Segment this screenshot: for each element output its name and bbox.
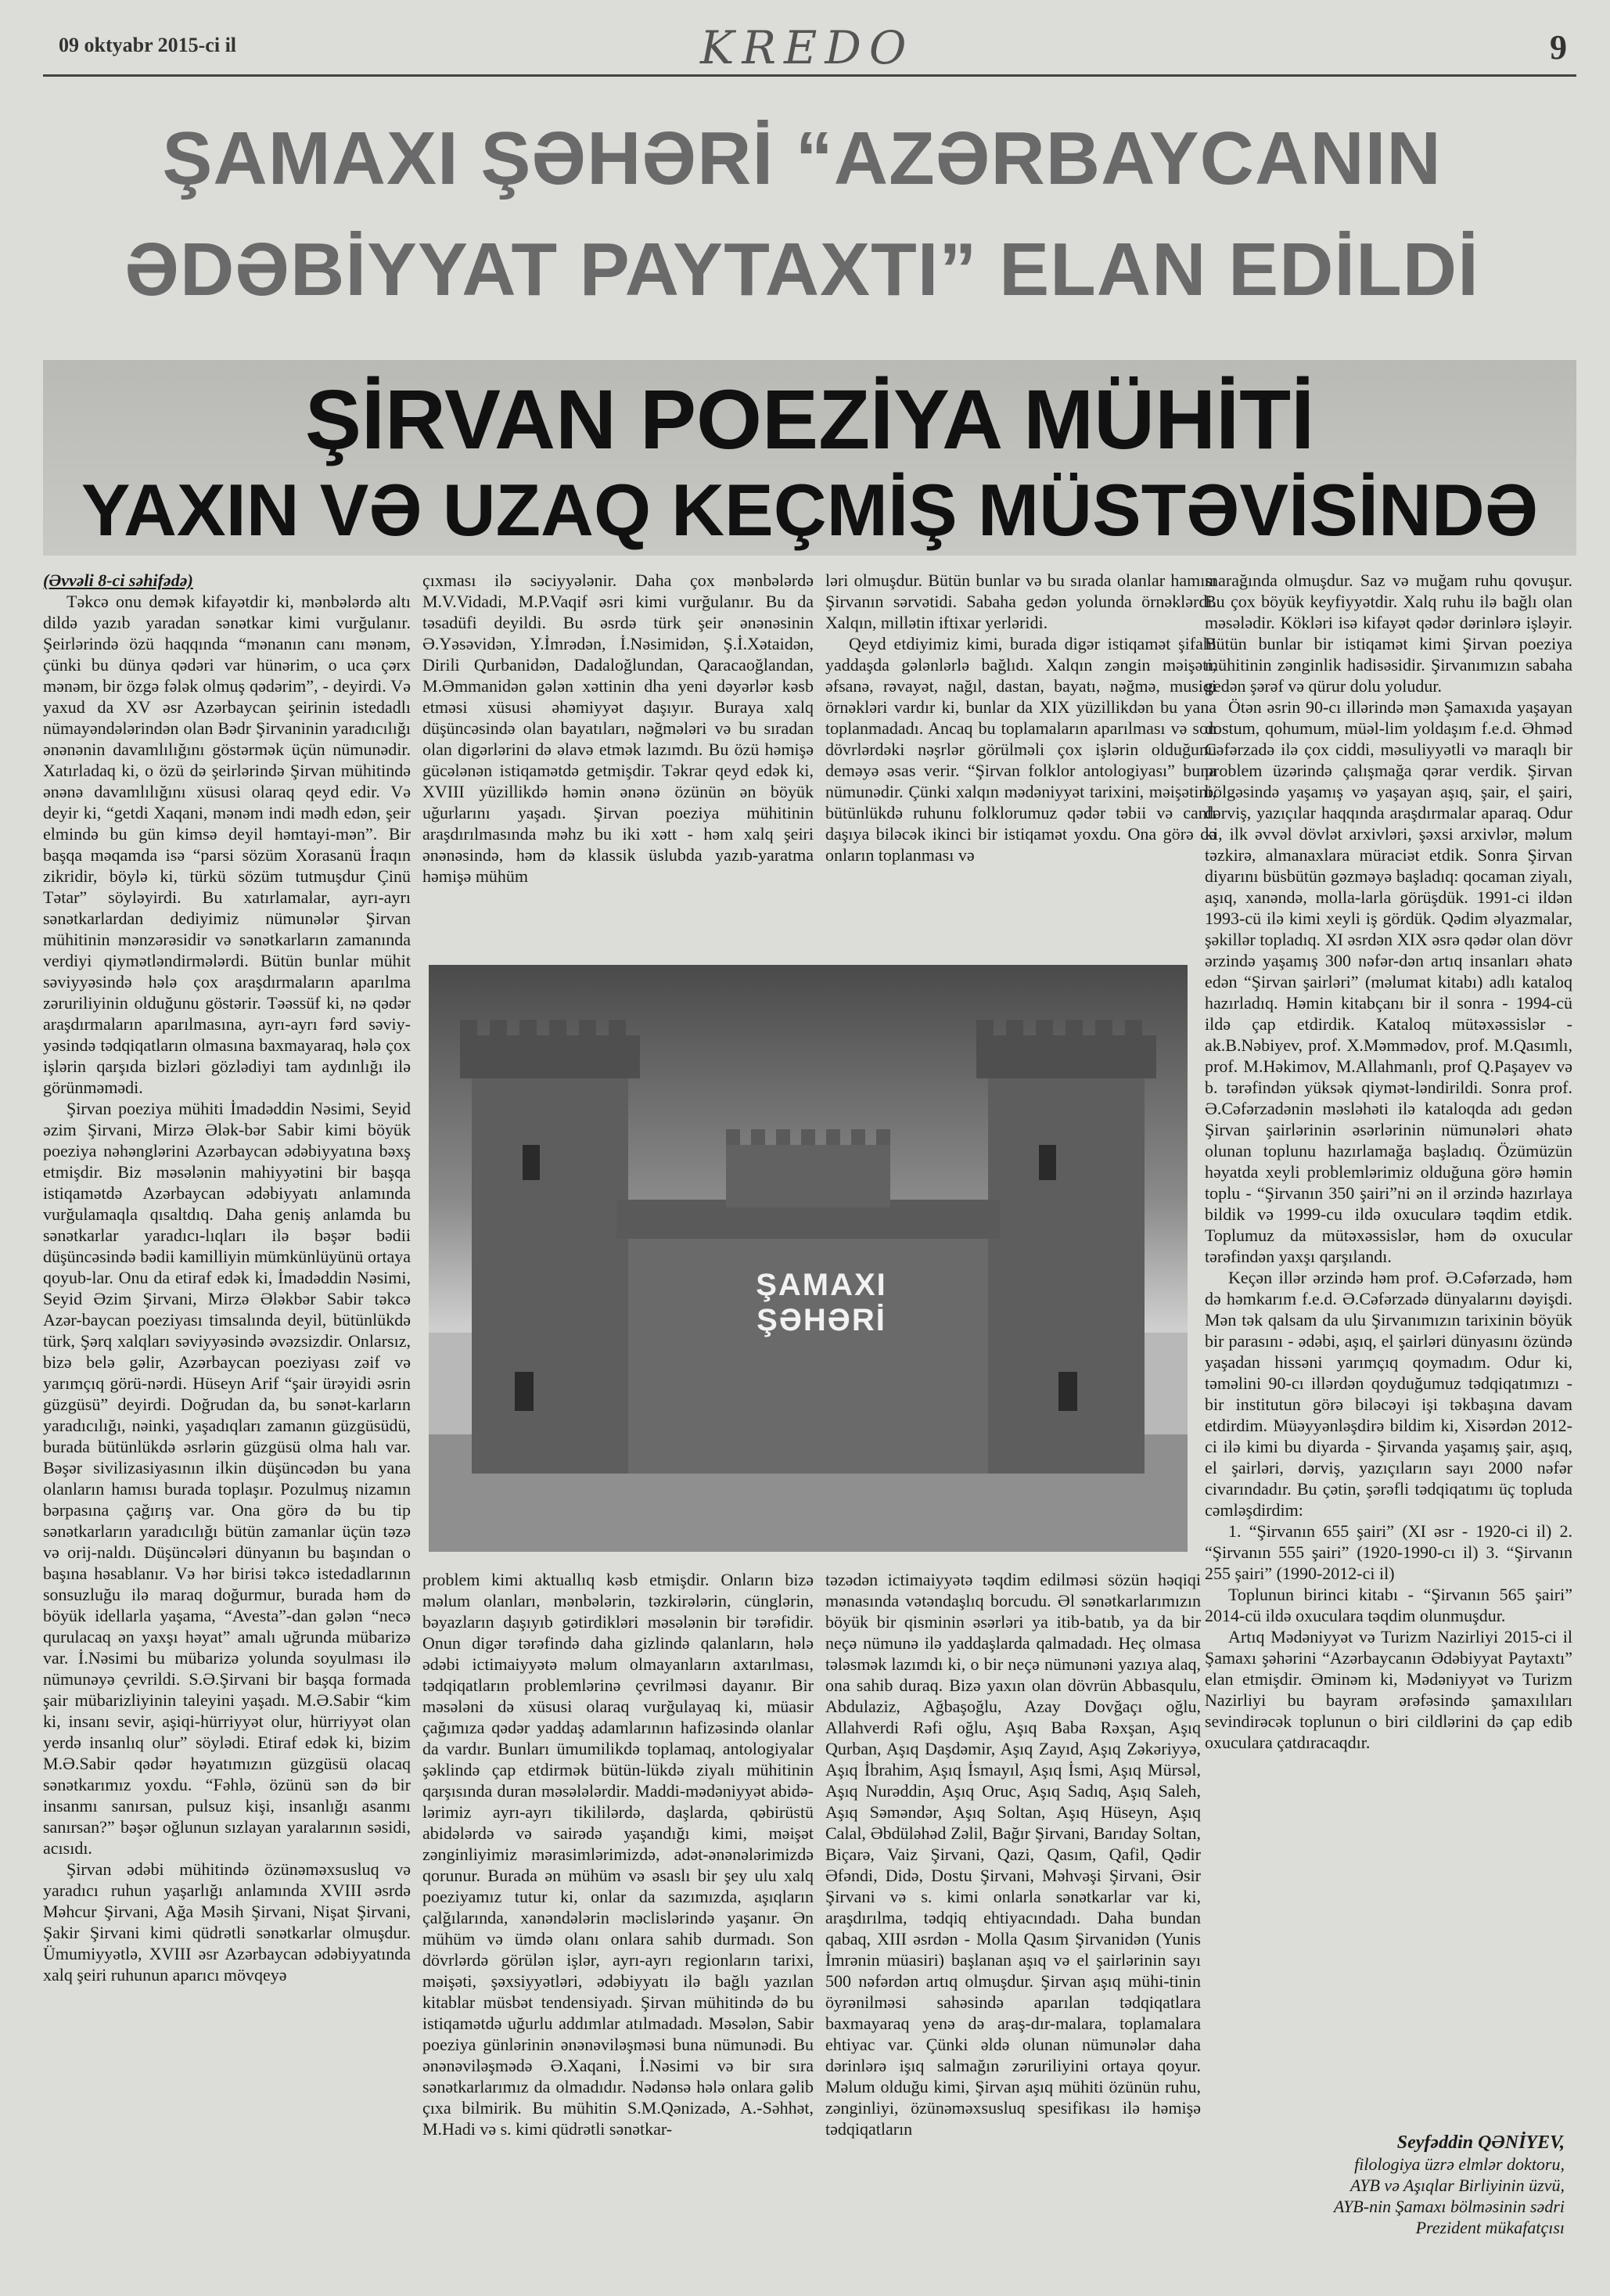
subheadline-line-1: ŞİRVAN POEZİYA MÜHİTİ — [304, 372, 1315, 466]
page-header — [43, 20, 1576, 77]
photo-caption-sign: ŞAMAXI ŞƏHƏRİ — [756, 1268, 887, 1337]
paragraph: Keçən illər ərzində həm prof. Ə.Cəfərzadə, həm də həmkarım f.e.d. Ə.Cəfərzadə dünyalarını dəyişdi. Mən tək qalsam da ulu Şirvanımızın tarixinin böyük bir parasını - ədəbi, aşıq, el şairləri dünyasını özündə yaşadan hissəni yarımçıq qoymadım. Odur ki, təməlini 90-cı illərdən qoyduğumuz tədqiqatımızı - bir institutun görə biləcəyi işi təkbaşına davam etdirdim. Müəyyənləşdirə bildim ki, Xisərdən 2012-ci ilə kimi bu diyarda - Şirvanda yaşamış şair, aşıq, el şairləri, dərviş, yazıçıların sayı 2000 nəfər civarındadır. Bu çətin, şərəfli tədqiqatımı üç topluda cəmləşdirdim: — [1205, 1268, 1572, 1520]
paragraph: Təkcə onu demək kifayətdir ki, mənbələrdə altı dildə yazıb yaradan sənətkar kimi vurğulanır. Şeirlərində özü haqqında “mənanın canı mənəm, çünki bu dünya qədəri var hünərim, o uca çərx mənəm, bir özgə fələk olmuş qədərim”, - deyirdi. Və yaxud da XV əsr Azərbaycan şeirinin istedadlı nümayəndələrindən olan Bədr Şirvaninin yaradıcılığı ənənənin davamlılığını göstərmək üçün nümunədir. Xatırladaq ki, o özü də şeirlərində Şirvan mühitində ənənə davamlılığını xüsusi olaraq qeyd edir. Və deyir ki, “getdi Xaqani, mənəm indi mədh edən, şeir elmində bu gün kimsə deyil həmtayi-mən”. Bir başqa məqamda isə “parsi sözüm Xorasanü İraqın zikridir, böylə ki, türkü sözüm tutmuşdur Çinü Tətar” söyləyirdi. Bu xatırlamalar, ayrı-ayrı sənətkarlardan dediyimiz nümunələr Şirvan mühitinin mənzərəsidir və sənətkarların zamanında verdiyi qiymətləndirmələrdi. Bütün bunlar mühit səviyyəsində hələ çox araşdırmaların aparılma zəruriliyinin olduğunu göstərir. Təəssüf ki, nə qədər araşdırmaların aparılmasına, ayrı-ayrı fərd səviy-yəsində tədqiqatların olmasına baxmayaraq, hələ çox işlərin qarşıda bizləri gözlədiyi tam aydınlığı ilə görünməmədi. — [43, 592, 411, 1097]
article-column-3-top — [825, 570, 1216, 953]
author-title: Prezident mükafatçısı — [1415, 2218, 1565, 2237]
paragraph: marağında olmuşdur. Saz və muğam ruhu qovuşur. Bu çox böyük keyfiyyətdir. Xalq ruhu ilə bağlı olan məsələdir. Kökləri isə kifayət qədər dərinlərə işləyir. Bütün bunlar bir istiqamət kimi Şirvan poeziya mühitinin zənginlik hadisəsidir. Şirvanımızın sabaha gedən şərəf və qürur dolu yoludur. — [1205, 570, 1572, 696]
author-title: filologiya üzrə elmlər doktoru, — [1354, 2154, 1565, 2174]
paragraph: Toplunun birinci kitabı - “Şirvanın 565 şairi” 2014-cü ildə oxuculara təqdim olunmuşdur. — [1205, 1585, 1572, 1625]
paragraph: Ötən əsrin 90-cı illərində mən Şamaxıda yaşayan dostum, qohumum, müəl-lim yoldaşım f.e.d. Əhməd Cəfərzadə ilə çox ciddi, məsuliyyətli və maraqlı bir problem üzərində çalışmağa qərar verdik. Şirvan bölgəsində yaşamış və yaşayan aşıq, şair, el şairi, dərviş, yazıçılar haqqında araşdırmalar aparaq. Odur ki, ilk əvvəl dövlət arxivləri, şəxsi arxivlər, məlum təzkirə, almanaxlara müraciət etdik. Sonra Şirvan diyarını büsbütün gəzməyə başladıq: qocaman ziyalı, aşıq, xanəndə, molla-larla görüşdük. 1991-ci ildən 1993-cü ilə kimi xeyli iş gördük. Qədim əlyazmalar, şəkillər topladıq. XI əsrdən XIX əsrə qədər olan dövr ərzində yaşamış 300 nəfər-dən artıq insanları əhatə edən “Şirvan şairləri” (məlumat kitabı) adlı kataloq hazırladıq. Həmin kitabçanı bir il sonra - 1994-cü ildə çap etdirdik. Kataloq mütəxəssislər - ak.B.Nəbiyev, prof. X.Məmmədov, prof. M.Qasımlı, prof. M.Həkimov, M.Allahmanlı, prof Q.Paşayev və b. tərəfindən yüksək qiymət-ləndirildi. Sonra prof. Ə.Cəfərzadənin məsləhəti ilə kataloqda adı gedən Şirvan şairlərinin əsərlərinin nümunələri əhatə olunan toplunu hazırlamağa başladıq. Özümüzün həyatda xeyli problemlərimiz olduğuna görə həmin toplu - “Şirvanın 350 şairi”ni ən il ərzində hazırlaya bildik və 1999-cu ildə oxucularə təqdim etdik. Toplumuz da mütəxəssislər, həm də oxucular tərəfindən yaxşı qarşılandı. — [1205, 697, 1572, 1266]
page-number: 9 — [1550, 28, 1567, 67]
newspaper-brand: KREDO — [700, 21, 915, 74]
paragraph: Şirvan ədəbi mühitində özünəməxsusluq və yaradıcı ruhun yaşarlığı anlamında XVIII əsrdə Məhcur Şirvani, Ağa Məsih Şirvani, Nişat Şirvani, Şakir Şirvani kimi qüdrətli sənətkarlar olmuşdur. Ümumiyyətlə, XVIII əsr Azərbaycan ədəbiyyatında xalq şeiri ruhunun aparıcı mövqeyə — [43, 1859, 411, 1985]
paragraph: təzədən ictimaiyyətə təqdim edilməsi sözün həqiqi mənasında vətəndaşlıq borcudu. Əl sənətkarlarımızın böyük bir qisminin əsərləri ya itib-batıb, ya da bir neçə nümunə ilə yaddaşlarda qalmadadı. Heç olmasa tələsmək lazımdı ki, o bir neçə nümunəni yazıya alaq, ona sahib duraq. Bizə yaxın olan dövrün Abbasqulu, Abdulaziz, Ağbaşoğlu, Azay Dovğaçı oğlu, Allahverdi Rəfi oğlu, Aşıq Baba Rəxşan, Aşıq Qurban, Aşıq Daşdəmir, Aşıq Zayıd, Aşıq Zəkəriyyə, Aşıq İbrahim, Aşıq İsmayıl, Aşıq İsmi, Aşıq Mürsəl, Aşıq Nurəddin, Aşıq Oruc, Aşıq Sadıq, Aşıq Saleh, Aşıq Səməndər, Aşıq Soltan, Aşıq Hüseyn, Aşıq Calal, Əbdüləhəd Zəlil, Bağır Şirvani, Barıday Soltan, Biçarə, Vaiz Şirvani, Qazi, Qasım, Qafil, Qədir Əfəndi, Didə, Dostu Şirvani, Məhvəşi Şirvani, Əsir Şirvani və s. kimi onlarla sənətkarlar var ki, araşdırılma, tədqiq ehtiyacındadı. Daha bundan qabaq, XIII əsrdən - Molla Qasım Şirvanidən (Yunis İmrənin müasiri) başlanan aşıq və el şairlərinin sayı 500 nəfərdən artıq olmuşdur. Şirvan aşıq mühi-tinin öyrənilməsi sahəsində aparılan tədqiqatlara baxmayaraq yenə də araş-dır-malara, toplamalara ehtiyac var. Çünki əldə olunan nümunələr daha dərinlərə işıq salmağın zəruriliyini ortaya qoyur. Məlum olduğu kimi, Şirvan aşıq mühiti özünün ruhu, zənginliyi, özünəməxsusluq spesifikası ilə həmişə tədqiqatların — [825, 1570, 1201, 2139]
author-title: AYB-nin Şamaxı bölməsinin sədri — [1333, 2197, 1565, 2216]
castle-illustration — [429, 965, 1188, 1552]
headline-line-2: ƏDƏBİYYAT PAYTAXTI” ELAN EDİLDİ — [124, 228, 1479, 311]
paragraph: ləri olmuşdur. Bütün bunlar və bu sırada olanlar hamısı Şirvanın sərvətidi. Sabaha gedən yolunda örnəklərdi. Xalqın, millətin iftixar yerləridi. — [825, 570, 1216, 632]
book-list: 1. “Şirvanın 655 şairi” (XI əsr - 1920-ci il) 2. “Şirvanın 555 şairi” (1920-1990-cı il) 3. “Şirvanın 255 şairi” (1990-2012-ci il) — [1205, 1521, 1572, 1583]
article-column-1 — [43, 570, 411, 2283]
article-column-2-top — [422, 570, 814, 953]
author-name: Seyfəddin QƏNİYEV, — [1396, 2132, 1565, 2153]
paragraph: Artıq Mədəniyyət və Turizm Nazirliyi 2015-ci il Şamaxı şəhərini “Azərbaycanın Ədəbiyyat Paytaxtı” elan etmişdir. Əminəm ki, Mədəniyyət və Turizm Nazirliyi bu bayram ərəfəsində şamaxılıları sevindirəcək toplunun o biri cildlərini də çap edib oxuculara çatdıracaqdır. — [1205, 1627, 1572, 1752]
subheadline-line-2: YAXIN VƏ UZAQ KEÇMİŞ MÜSTƏVİSİNDƏ — [81, 469, 1539, 551]
paragraph: Qeyd etdiyimiz kimi, burada digər istiqamət şifahi yaddaşda gələnlərlə bağlıdı. Xalqın zəngin məişəti, əfsanə, rəvayət, nağıl, dastan, bayatı, nəğmə, musiqi örnəkləri vardır ki, bunlar da XIX yüzillikdən bu yana toplanmadadı. Ancaq bu toplamaların aparılması və son dövrlərdəki nəşrlər görülməli çox işlərin olduğunu deməyə əsas verir. “Şirvan folklor antologiyası” buna nümunədir. Çünki xalqın mədəniyyət tarixini, məişətini, bütünlükdə ruhunu folklorumuz qədər təbii və canlı daşıya biləcək ikinci bir istiqamət yoxdu. Ona görə də onların toplanması və — [825, 634, 1216, 865]
paragraph: problem kimi aktuallıq kəsb etmişdir. Onların bizə məlum olanları, mənbələrin, təzkirələrin, cünglərin, bəyazların daşıyıb gətirdikləri məsələnin bir tərəfidir. Onun digər tərəfində daha gizlində qalanların, hələ ədəbi ictimaiyyətə məlum olmayanların axtarılması, tədqiqatların problemlərinə çevrilməsi dayanır. Bir məsələni də xüsusi olaraq vurğulayaq ki, müasir çağımıza qədər yaddaş adamlarının hafizəsində olanlar da vardır. Bunları ümumilikdə toplamaq, antologiyalar şəklində çap etdirmək bütün-lükdə ziyalı mühitinin qarşısında duran məsələlərdir. Maddi-mədəniyyət abidə-lərimiz ayrı-ayrı tikililərdə, daşlarda, qəbirüstü abidələrdə və sairədə yaşandığı kimi, məişət zənginliyimiz mərasimlərimizdə, adət-ənənələrimizdə qorunur. Burada ən mühüm və əsaslı bir şey ulu xalq poeziyamız tutur ki, onlar da sazımızda, aşıqların çalğılarında, xanəndələrin məclislərində yaşanır. Ən mühüm və ümdə olanı onlara sahib durmadı. Son dövrlərdə görülən işlər, ayrı-ayrı regionların tarixi, məişəti, şəxsiyyətləri, ədəbiyyatı ilə bağlı yazılan kitablar müsbət tendensiyadı. Şirvan mühitində də bu istiqamətdə uğurlu addımlar atılmadadı. Məsələn, Sabir poeziya günlərinin ənənəviləşməsi buna nümunədi. Bu ənənəviləşmədə Ə.Xaqani, İ.Nəsimi və bir sıra sənətkarlarımız da olmadıdır. Nədənsə hələ onlara gəlib çıxa bilmirik. Bu mühitin S.M.Qənizadə, A.-Səhhət, M.Hadi və s. kimi qüdrətli sənətkar- — [422, 1570, 814, 2139]
article-column-2-bottom — [422, 1569, 814, 2277]
article-column-4 — [1205, 570, 1572, 2127]
author-signature — [1220, 2132, 1565, 2238]
continued-from-reference: (Əvvəli 8-ci səhifədə) — [43, 570, 193, 590]
headline-line-1: ŞAMAXI ŞƏHƏRİ “AZƏRBAYCANIN — [162, 117, 1442, 200]
castle-photo — [429, 965, 1188, 1552]
paragraph: Şirvan poeziya mühiti İmadəddin Nəsimi, Seyid əzim Şirvani, Mirzə Ələk-bər Sabir kimi böyük poeziya nəhənglərini Azərbaycan ədəbiyyatına bəxş etmişdir. Biz məsələnin mahiyyətini bir başqa istiqamətdə Azərbaycan ədəbiyyatı anlamında vurğulamaqla qısaltdıq. Daha geniş anlamda bu sənətkarlar yaradıcı-lıqları ilə bəşər bədii düşüncəsində bədii kamilliyin mümkünlüyünü ortaya qoyub-lar. Onu da etiraf edək ki, İmadəddin Nəsimi, Seyid Əzim Şirvani, Mirzə Ələkbər Sabir təkcə Azər-baycan poeziyası timsalında deyil, bütünlükdə türk, Şərq xalqları səviyyəsində əvəzsizdir. Onlarsız, bizə belə gəlir, Azərbaycan poeziyası zəif və yarımçıq görü-nərdi. Hüseyn Arif “şair ürəyidi əsrin güzgüsü” deyirdi. Doğrudan da, bu sənət-karların yaradıcılığı, nəinki, yaşadıqları zamanın güzgüsüdü, burada bütünlükdə əsrlərin güzgüsü olma halı var. Bəşər sivilizasiyasının ilkin düşüncədən bu yana olanların hamısı burada toplaşır. Pozulmuş nizamın bərpasına çağırış var. Ona görə də bu tip sənətkarların yaradıcılığı bütün zamanlar üçün təzə və orij-naldı. Düşüncələri dünyanın bu başından o başına həsablanır. Və hər birisi təkcə istedadlarının sonsuzluğu ilə maraq doğurmur, burada həm də böyük idellarla yaşama, “Avesta”-dan gələn “necə qurulacaq ən yaxşı həyat” amalı uğrunda mübarizə var. İ.Nəsimi bu mübarizə yolunda soyulması ilə nümunəyə çevrildi. S.Ə.Şirvani bir başqa formada şair mübarizliyinin taleyini yaşadı. M.Ə.Sabir “kim ki, insanı sevir, aşiqi-hürriyyət olur, hürriyyət olan yerdə insanlıq olur” söylədi. Etiraf edək ki, bizim M.Ə.Sabir qədər həyatımızın güzgüsü olacaq sənətkarımız yoxdu. “Fəhlə, özünü sən də bir insanmı sanırsan, pulsuz kişi, insanlığı asanmı sanırsan?” bəşər oğlunun sızlayan yaralarının səsidi, acısıdı. — [43, 1099, 411, 1858]
paragraph: çıxması ilə səciyyələnir. Daha çox mənbələrdə M.V.Vidadi, M.P.Vaqif əsri kimi vurğulanır. Bu da təsadüfi deyildi. Bu əsrdə türk şeir ənənəsinin Ə.Yəsəvidən, Y.İmrədən, İ.Nəsimidən, Ş.İ.Xətaidən, Dirili Qurbanidən, Dadaloğlundan, Qaracaoğlandan, M.Əmmanidən gələn xəttinin dha yeni dəyərlər kəsb etməsi xüsusi əhəmiyyət daşıyır. Buraya xalq düşüncəsində olan bayatıları, nəğmələri və bu sıradan olan digərlərini də əlavə etmək lazımdı. Bu özü həmişə gücələnən istiqamətdə getmişdir. Təkrar qeyd edək ki, XVIII yüzillikdə həmin ənənə özünün ən böyük uğurlarını yaşadı. Şirvan poeziya mühitinin araşdırılmasında məhz bu iki xətt - həm xalq şeiri ənənəsində, həm də klassik üslubda yazıb-yaratma həmişə mühüm — [422, 570, 814, 886]
issue-date: 09 oktyabr 2015-ci il — [59, 34, 237, 56]
author-title: AYB və Aşıqlar Birliyinin üzvü, — [1350, 2175, 1565, 2195]
article-column-3-bottom — [825, 1569, 1201, 2277]
